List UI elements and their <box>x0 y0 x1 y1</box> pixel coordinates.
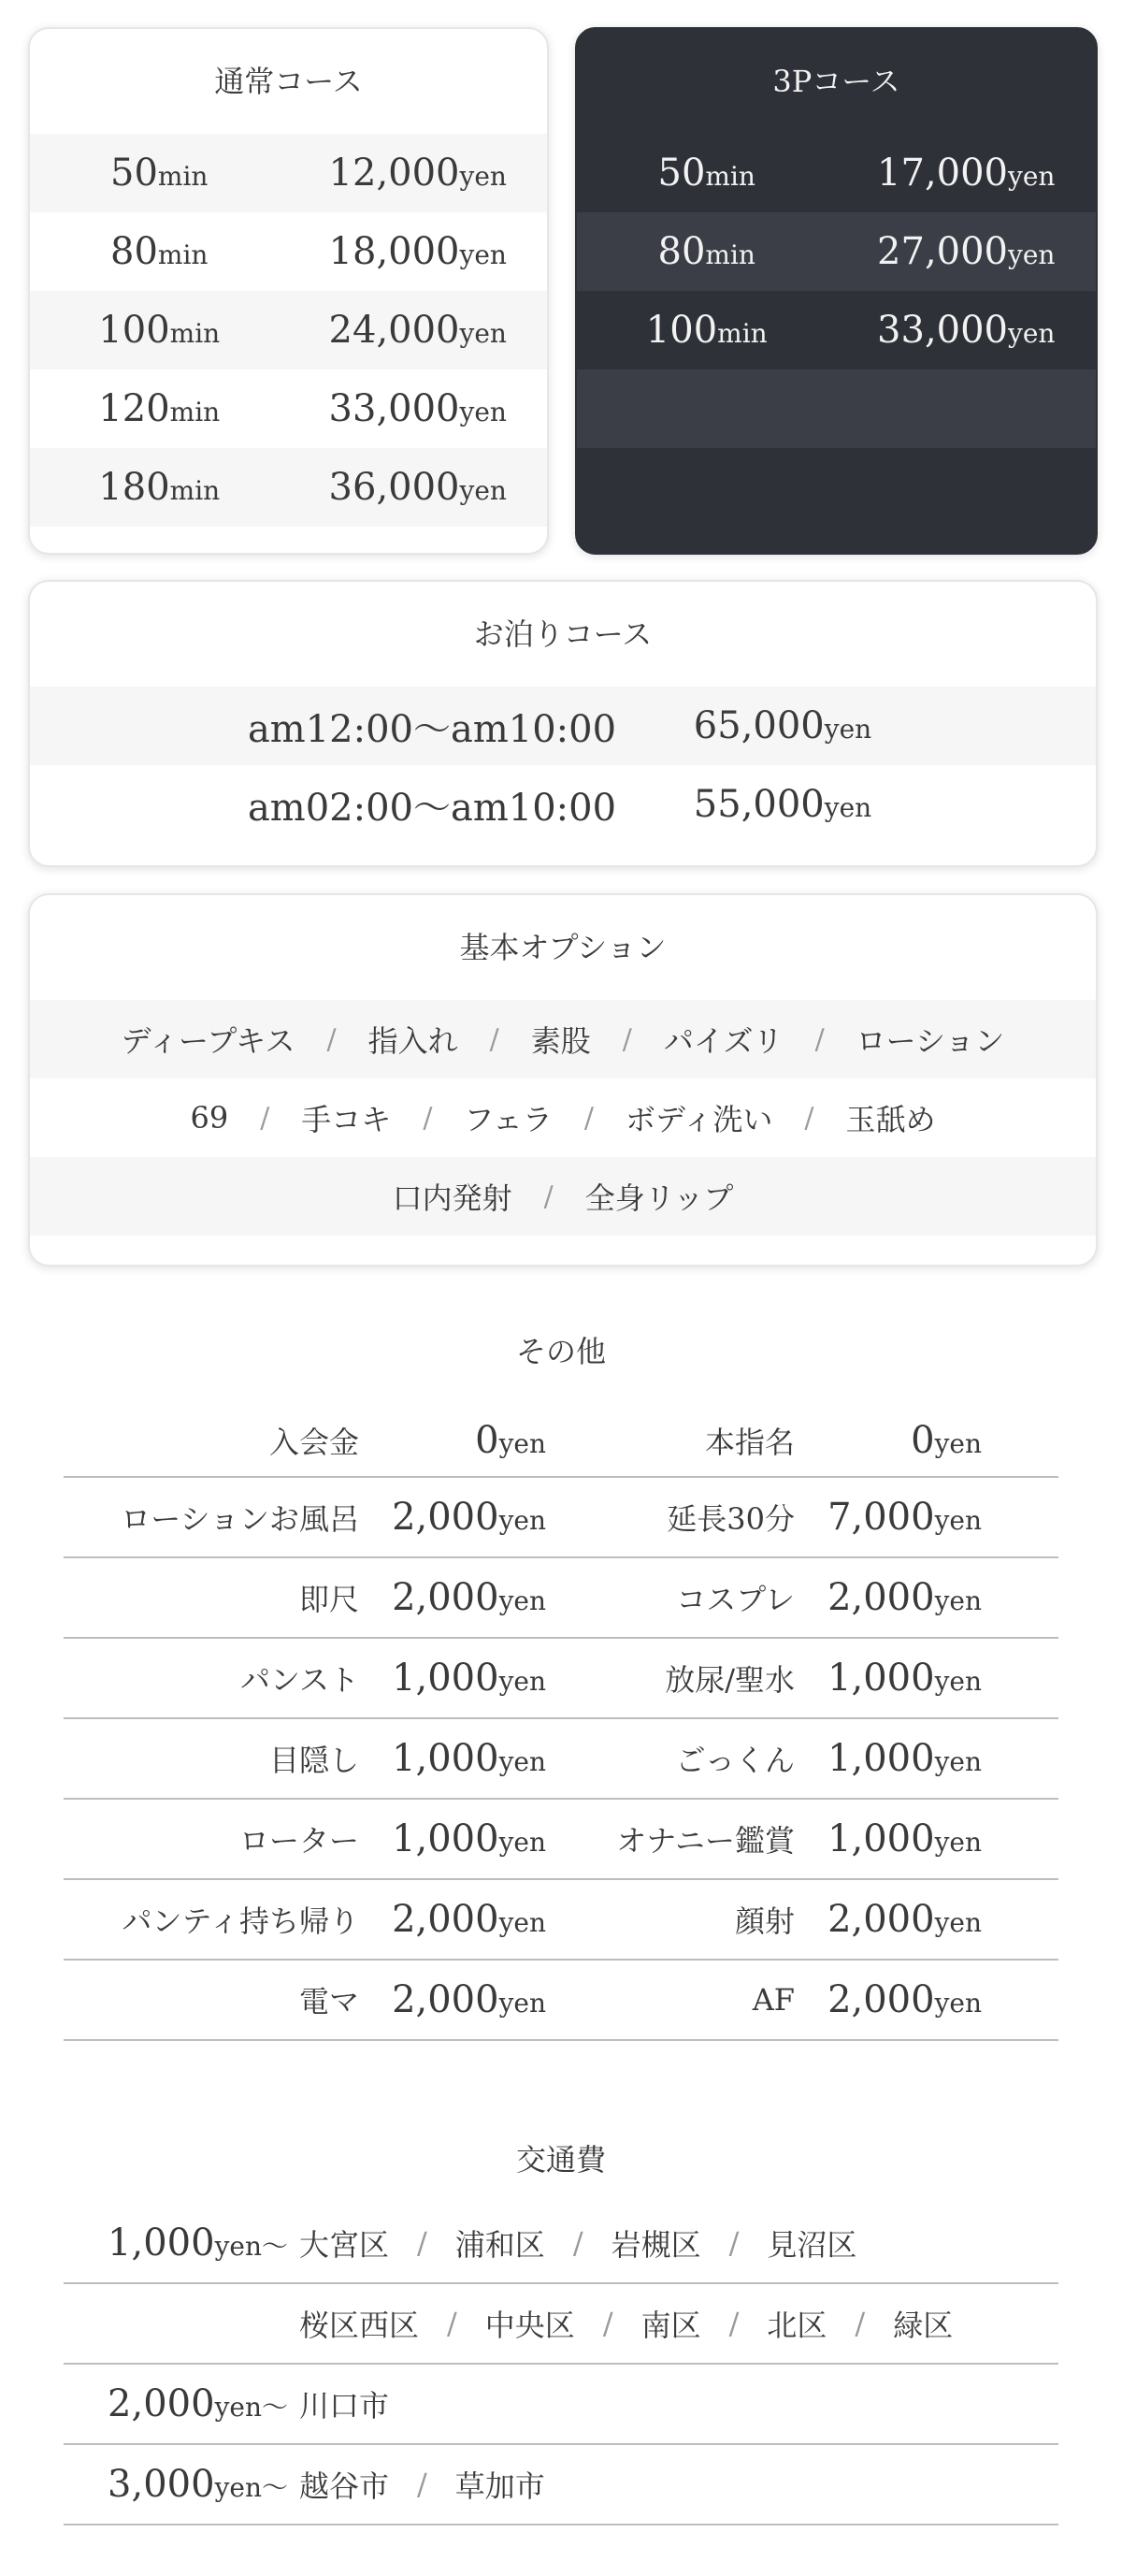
area-item: 越谷市 <box>299 2468 390 2504</box>
table-row: 3,000yen〜 越谷市 / 草加市 <box>64 2445 1058 2525</box>
option-row <box>30 1157 1096 1236</box>
area-item: 岩槻区 <box>611 2227 701 2263</box>
table-row: ローションお風呂 2,000yen 延長30分 7,000yen <box>64 1478 1058 1558</box>
separator: / <box>814 1022 825 1056</box>
option-item: 口内発射 <box>392 1180 512 1216</box>
area-item: 大宮区 <box>299 2227 390 2263</box>
table-row: 電マ 2,000yen AF 2,000yen <box>64 1961 1058 2041</box>
table-row: 1,000yen〜 大宮区 / 浦和区 / 岩槻区 / 見沼区 <box>64 2204 1058 2284</box>
course-row: 100min 33,000yen <box>577 291 1096 369</box>
option-item: 素股 <box>530 1023 591 1059</box>
separator: / <box>728 2225 740 2261</box>
course-row: 80min 18,000yen <box>110 230 507 273</box>
separator: / <box>804 1101 814 1135</box>
table-row: ローター 1,000yen オナニー鑑賞 1,000yen <box>64 1800 1058 1880</box>
course-row-empty <box>577 369 1096 448</box>
basic-options-card <box>28 893 1098 1266</box>
overnight-course-card <box>28 580 1098 867</box>
overnight-course-rows <box>30 687 1096 844</box>
separator: / <box>543 1179 554 1213</box>
separator: / <box>417 2467 427 2502</box>
basic-options-title: 基本オプション <box>459 930 667 965</box>
other-table <box>64 1405 1058 2041</box>
separator: / <box>260 1101 270 1135</box>
option-item: 手コキ <box>301 1102 392 1137</box>
course-row: 100min 24,000yen <box>30 291 547 369</box>
option-row <box>30 1000 1096 1078</box>
option-item: 全身リップ <box>584 1180 734 1216</box>
course-row: 180min 36,000yen <box>30 448 547 527</box>
area-item: 草加市 <box>454 2468 545 2504</box>
course-row: 120min 33,000yen <box>98 387 507 430</box>
table-row: 即尺 2,000yen コスプレ 2,000yen <box>64 1558 1058 1639</box>
normal-course-title: 通常コース <box>214 64 363 99</box>
transport-title: 交通費 <box>515 2142 606 2178</box>
area-item: 桜区西区 <box>299 2308 420 2343</box>
separator: / <box>602 2306 613 2341</box>
basic-options-rows <box>30 1000 1096 1236</box>
separator: / <box>855 2306 866 2341</box>
option-item: ローション <box>856 1023 1005 1059</box>
overnight-course-title: お泊りコース <box>473 616 653 652</box>
course-row-empty <box>577 448 1096 527</box>
table-row: 目隠し 1,000yen ごっくん 1,000yen <box>64 1719 1058 1800</box>
table-row: 2,000yen〜 川口市 <box>64 2365 1058 2445</box>
separator: / <box>447 2306 457 2341</box>
threep-course-rows <box>577 134 1096 527</box>
area-item: 見沼区 <box>767 2227 857 2263</box>
separator: / <box>326 1022 337 1056</box>
option-row <box>30 1078 1096 1157</box>
course-row: 50min 12,000yen <box>30 134 547 212</box>
threep-course-title: 3Pコース <box>772 64 900 99</box>
course-row: 50min 17,000yen <box>577 134 1096 212</box>
table-row: パンティ持ち帰り 2,000yen 顔射 2,000yen <box>64 1880 1058 1961</box>
separator: / <box>489 1022 499 1056</box>
table-row: 入会金 0yen 本指名 0yen <box>64 1405 1058 1478</box>
area-item: 浦和区 <box>454 2227 545 2263</box>
threep-course-card <box>575 27 1098 555</box>
option-item: 玉舐め <box>845 1102 936 1137</box>
separator: / <box>423 1101 433 1135</box>
course-row: 80min 27,000yen <box>577 212 1096 291</box>
overnight-row: am02:00〜am10:00 55,000yen <box>247 783 872 830</box>
option-item: ディープキス <box>121 1023 295 1059</box>
table-row <box>64 2284 1058 2365</box>
normal-course-rows <box>30 134 547 527</box>
separator: / <box>417 2225 427 2261</box>
option-item: 指入れ <box>367 1023 458 1059</box>
area-item: 南区 <box>640 2308 701 2343</box>
other-title: その他 <box>515 1334 606 1369</box>
separator: / <box>572 2225 583 2261</box>
area-item: 川口市 <box>299 2388 390 2424</box>
separator: / <box>728 2306 740 2341</box>
area-item: 緑区 <box>893 2308 954 2343</box>
table-row: パンスト 1,000yen 放尿/聖水 1,000yen <box>64 1639 1058 1719</box>
option-item: パイズリ <box>663 1023 784 1059</box>
separator: / <box>583 1101 594 1135</box>
area-item: 北区 <box>767 2308 827 2343</box>
area-item: 中央区 <box>484 2308 575 2343</box>
option-item: 69 <box>190 1100 229 1136</box>
option-item: ボディ洗い <box>625 1102 773 1137</box>
overnight-row: am12:00〜am10:00 65,000yen <box>30 687 1096 765</box>
separator: / <box>622 1022 632 1056</box>
option-item: フェラ <box>464 1102 553 1137</box>
transport-table <box>64 2204 1058 2525</box>
normal-course-card <box>28 27 549 555</box>
